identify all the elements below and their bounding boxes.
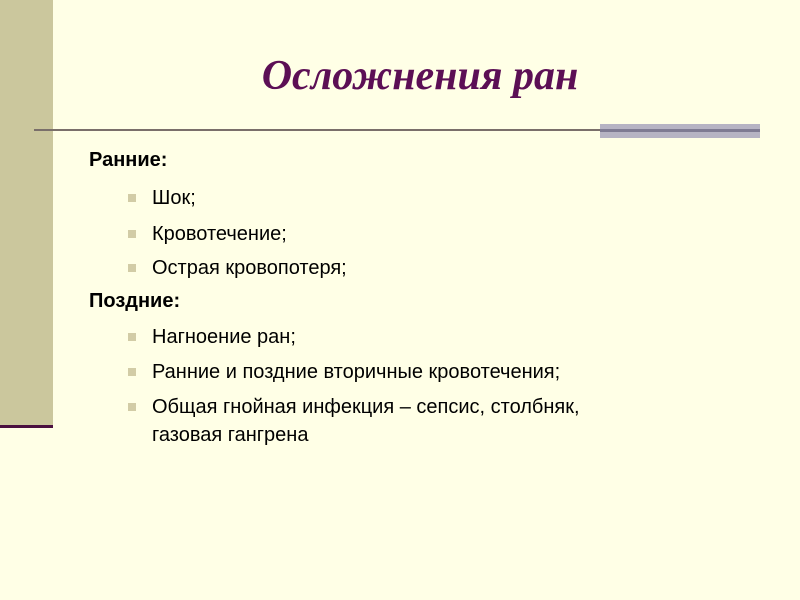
list-item-continuation: газовая гангрена xyxy=(152,424,309,446)
square-bullet-icon xyxy=(128,333,136,341)
section-heading-late: Поздние: xyxy=(89,290,181,312)
square-bullet-icon xyxy=(128,403,136,411)
square-bullet-icon xyxy=(128,368,136,376)
title-divider-accent-line xyxy=(600,129,760,132)
list-item-text: Нагноение ран; xyxy=(152,326,296,348)
square-bullet-icon xyxy=(128,230,136,238)
square-bullet-icon xyxy=(128,194,136,202)
list-item-text: Острая кровопотеря; xyxy=(152,257,347,279)
section-heading-early: Ранние: xyxy=(89,149,168,171)
square-bullet-icon xyxy=(128,264,136,272)
list-item-text: Общая гнойная инфекция – сепсис, столбняк, xyxy=(152,396,580,418)
list-item-text: Шок; xyxy=(152,187,196,209)
side-decoration-underline xyxy=(0,425,53,428)
list-item-text: Ранние и поздние вторичные кровотечения; xyxy=(152,361,561,383)
title-divider xyxy=(34,129,600,131)
list-item-text: Кровотечение; xyxy=(152,223,287,245)
slide-title: Осложнения ран xyxy=(261,53,579,99)
